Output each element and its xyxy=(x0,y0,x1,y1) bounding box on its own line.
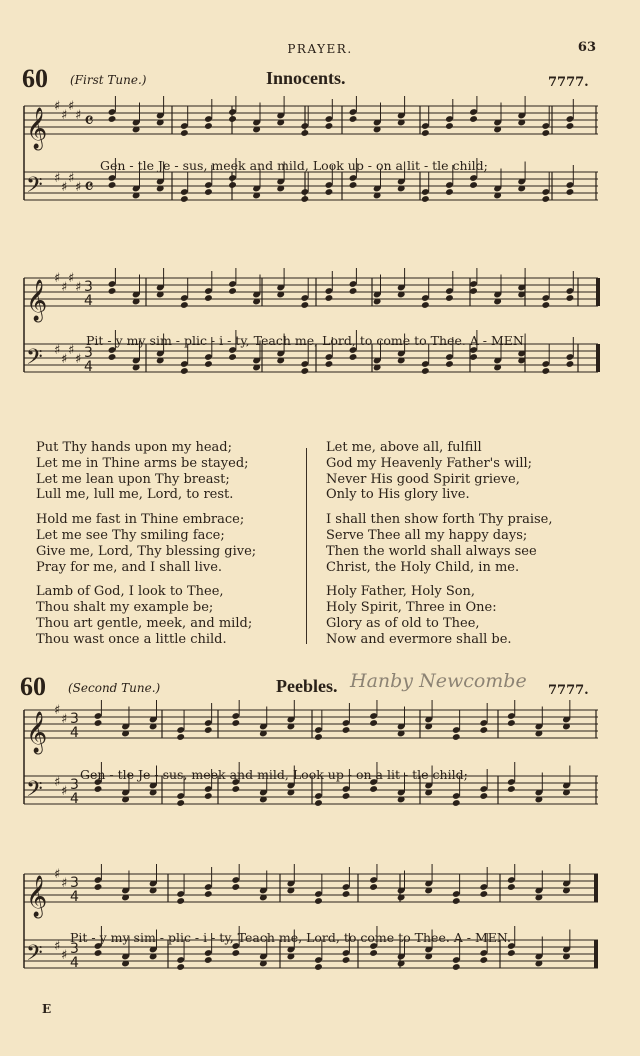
note-head xyxy=(541,129,550,137)
lyrics-line: Pit - y my sim - plic - i - ty, Teach me, Lord, to come to Thee. A - MEN. xyxy=(86,333,528,348)
note-head xyxy=(108,115,117,123)
note-head xyxy=(204,726,213,734)
stanza xyxy=(326,440,552,503)
tune-name: Innocents. xyxy=(266,68,346,88)
verse-line: Thou shalt my example be; xyxy=(36,600,214,616)
note-head xyxy=(176,897,185,905)
note-head xyxy=(300,301,309,309)
note-head xyxy=(204,188,213,196)
treble-clef-icon: 𝄞 xyxy=(26,876,48,917)
sharp-icon: ♯ xyxy=(61,948,68,963)
note-head xyxy=(445,122,454,130)
note-head xyxy=(479,890,488,898)
sharp-icon: ♯ xyxy=(61,108,68,123)
note-head xyxy=(421,195,430,203)
verse-line: Hold me fast in Thine embrace; xyxy=(36,512,245,528)
verse-text xyxy=(0,440,640,650)
note-head xyxy=(342,890,351,898)
note-head xyxy=(94,785,103,793)
verse-line: Put Thy hands upon my head; xyxy=(36,440,232,455)
time-signature-top: 3 xyxy=(70,875,79,891)
note-head xyxy=(349,353,358,361)
note-head xyxy=(349,287,358,295)
sharp-icon: ♯ xyxy=(61,352,68,367)
sharp-icon: ♯ xyxy=(68,343,75,358)
sharp-icon: ♯ xyxy=(61,712,68,727)
note-head xyxy=(445,188,454,196)
key-letter: E xyxy=(42,1002,52,1016)
note-head xyxy=(452,963,461,971)
time-signature-top: 3 xyxy=(84,279,93,295)
note-head xyxy=(566,122,575,130)
time-signature-top: 3 xyxy=(70,941,79,957)
stanza xyxy=(326,584,552,647)
note-head xyxy=(445,294,454,302)
lyrics-line: Gen - tle Je - sus, meek and mild, Look up - on a lit - tle child; xyxy=(80,767,468,782)
lyrics-line: Gen - tle Je - sus, meek and mild, Look up - on a lit - tle child; xyxy=(100,158,488,173)
note-head xyxy=(314,897,323,905)
note-head xyxy=(421,367,430,375)
note-head xyxy=(342,956,351,964)
time-signature-top: 3 xyxy=(84,345,93,361)
note-head xyxy=(349,115,358,123)
note-head xyxy=(369,883,378,891)
note-head xyxy=(452,733,461,741)
verse-line: Pray for me, and I shall live. xyxy=(36,559,223,575)
note-head xyxy=(566,360,575,368)
note-head xyxy=(421,301,430,309)
verse-line: Thou wast once a little child. xyxy=(36,631,227,647)
note-head xyxy=(228,287,237,295)
note-head xyxy=(204,360,213,368)
bass-clef-icon: 𝄢 xyxy=(26,173,43,203)
note-head xyxy=(108,181,117,189)
note-head xyxy=(369,719,378,727)
treble-clef-icon: 𝄞 xyxy=(26,280,48,321)
bass-clef-icon: 𝄢 xyxy=(26,345,43,375)
note-head xyxy=(421,129,430,137)
sharp-icon: ♯ xyxy=(54,343,61,358)
time-signature-bottom: 4 xyxy=(84,293,93,309)
verse-line: Holy Spirit, Three in One: xyxy=(326,600,497,616)
verse-line: Christ, the Holy Child, in me. xyxy=(326,559,520,575)
note-head xyxy=(300,367,309,375)
bass-clef-icon: 𝄢 xyxy=(26,777,43,807)
sharp-icon: ♯ xyxy=(61,180,68,195)
note-head xyxy=(204,890,213,898)
sharp-icon: ♯ xyxy=(54,171,61,186)
verse-column-left xyxy=(36,440,256,657)
sharp-icon: ♯ xyxy=(54,99,61,114)
note-head xyxy=(349,181,358,189)
note-head xyxy=(180,195,189,203)
sharp-icon: ♯ xyxy=(54,775,61,790)
time-signature-bottom: 4 xyxy=(84,359,93,375)
verse-line: Let me lean upon Thy breast; xyxy=(36,471,230,487)
hymn-number: 60 xyxy=(22,64,48,93)
verse-line: Let me in Thine arms be stayed; xyxy=(36,455,249,471)
note-head xyxy=(541,367,550,375)
verse-line: Lull me, lull me, Lord, to rest. xyxy=(36,487,234,503)
note-head xyxy=(231,785,240,793)
treble-clef-icon: 𝄞 xyxy=(26,712,48,753)
note-head xyxy=(204,792,213,800)
note-head xyxy=(325,122,334,130)
verse-line: Let me see Thy smiling face; xyxy=(36,527,225,543)
sharp-icon: ♯ xyxy=(54,271,61,286)
treble-clef-icon: 𝄞 xyxy=(26,108,48,149)
note-head xyxy=(176,799,185,807)
note-head xyxy=(231,949,240,957)
note-head xyxy=(204,294,213,302)
note-head xyxy=(469,115,478,123)
note-head xyxy=(204,956,213,964)
verse-line: Only to His glory live. xyxy=(326,487,470,503)
verse-line: Then the world shall always see xyxy=(326,543,537,559)
verse-line: Now and evermore shall be. xyxy=(326,631,512,647)
sharp-icon: ♯ xyxy=(75,180,82,195)
tune-name: Peebles. xyxy=(276,676,338,696)
note-head xyxy=(369,785,378,793)
note-head xyxy=(369,949,378,957)
verse-line: Give me, Lord, Thy blessing give; xyxy=(36,543,257,559)
hymn-number: 60 xyxy=(20,672,46,701)
sharp-icon: ♯ xyxy=(68,171,75,186)
note-head xyxy=(314,963,323,971)
note-head xyxy=(231,719,240,727)
column-divider xyxy=(306,448,307,644)
meter: 7777. xyxy=(548,683,589,698)
sharp-icon: ♯ xyxy=(54,867,61,882)
stanza xyxy=(36,440,256,503)
note-head xyxy=(507,719,516,727)
sharp-icon: ♯ xyxy=(61,784,68,799)
note-head xyxy=(176,733,185,741)
verse-line: Let me, above all, fulfill xyxy=(326,440,482,455)
note-head xyxy=(507,785,516,793)
lyrics-line: Pit - y my sim - plic - i - ty, Teach me, Lord, to come to Thee. A - MEN. xyxy=(70,930,512,945)
note-head xyxy=(94,949,103,957)
tune-label: (First Tune.) xyxy=(70,73,147,87)
note-head xyxy=(325,188,334,196)
sharp-icon: ♯ xyxy=(68,99,75,114)
time-signature-bottom: 4 xyxy=(70,889,79,905)
note-head xyxy=(325,294,334,302)
bass-clef-icon: 𝄢 xyxy=(26,941,43,971)
sharp-icon: ♯ xyxy=(75,108,82,123)
tune-label: (Second Tune.) xyxy=(68,681,161,695)
note-head xyxy=(108,353,117,361)
note-head xyxy=(325,360,334,368)
page-number: 63 xyxy=(577,40,596,55)
note-head xyxy=(479,956,488,964)
note-head xyxy=(507,883,516,891)
note-head xyxy=(180,301,189,309)
note-head xyxy=(479,726,488,734)
verse-line: Lamb of God, I look to Thee, xyxy=(36,584,224,600)
note-head xyxy=(204,122,213,130)
note-head xyxy=(108,287,117,295)
note-head xyxy=(180,129,189,137)
note-head xyxy=(541,301,550,309)
note-head xyxy=(176,963,185,971)
stanza xyxy=(36,512,256,575)
sharp-icon: ♯ xyxy=(68,271,75,286)
note-head xyxy=(231,883,240,891)
sharp-icon: ♯ xyxy=(61,280,68,295)
time-signature-bottom: 4 xyxy=(70,955,79,971)
note-head xyxy=(342,726,351,734)
time-signature-bottom: 4 xyxy=(70,725,79,741)
time-signature-top: 3 xyxy=(70,777,79,793)
meter: 7777. xyxy=(548,75,589,90)
note-head xyxy=(469,181,478,189)
note-head xyxy=(507,949,516,957)
note-head xyxy=(452,799,461,807)
verse-line: I shall then show forth Thy praise, xyxy=(326,512,553,528)
running-head: PRAYER. xyxy=(287,42,353,56)
note-head xyxy=(180,367,189,375)
note-head xyxy=(452,897,461,905)
note-head xyxy=(566,188,575,196)
verse-column-right xyxy=(326,440,552,657)
verse-line: Glory as of old to Thee, xyxy=(326,615,480,631)
time-signature-bottom: 4 xyxy=(70,791,79,807)
sharp-icon: ♯ xyxy=(61,876,68,891)
time-signature-top: 3 xyxy=(70,711,79,727)
sharp-icon: ♯ xyxy=(54,703,61,718)
verse-line: Thou art gentle, meek, and mild; xyxy=(36,615,253,631)
verse-line: God my Heavenly Father's will; xyxy=(326,455,533,471)
note-head xyxy=(314,799,323,807)
stanza xyxy=(326,512,552,575)
note-head xyxy=(228,353,237,361)
sharp-icon: ♯ xyxy=(75,280,82,295)
note-head xyxy=(94,719,103,727)
note-head xyxy=(314,733,323,741)
verse-line: Holy Father, Holy Son, xyxy=(326,584,476,600)
note-head xyxy=(342,792,351,800)
note-head xyxy=(541,195,550,203)
note-head xyxy=(566,294,575,302)
sharp-icon: ♯ xyxy=(75,352,82,367)
note-head xyxy=(94,883,103,891)
note-head xyxy=(445,360,454,368)
handwritten-annotation: Hanby Newcombe xyxy=(350,670,527,692)
common-time-icon: 𝄴 xyxy=(84,109,94,134)
common-time-icon: 𝄴 xyxy=(84,175,94,200)
verse-line: Serve Thee all my happy days; xyxy=(326,527,528,543)
note-head xyxy=(479,792,488,800)
sharp-icon: ♯ xyxy=(54,939,61,954)
stanza xyxy=(36,584,256,647)
verse-line: Never His good Spirit grieve, xyxy=(326,471,520,487)
